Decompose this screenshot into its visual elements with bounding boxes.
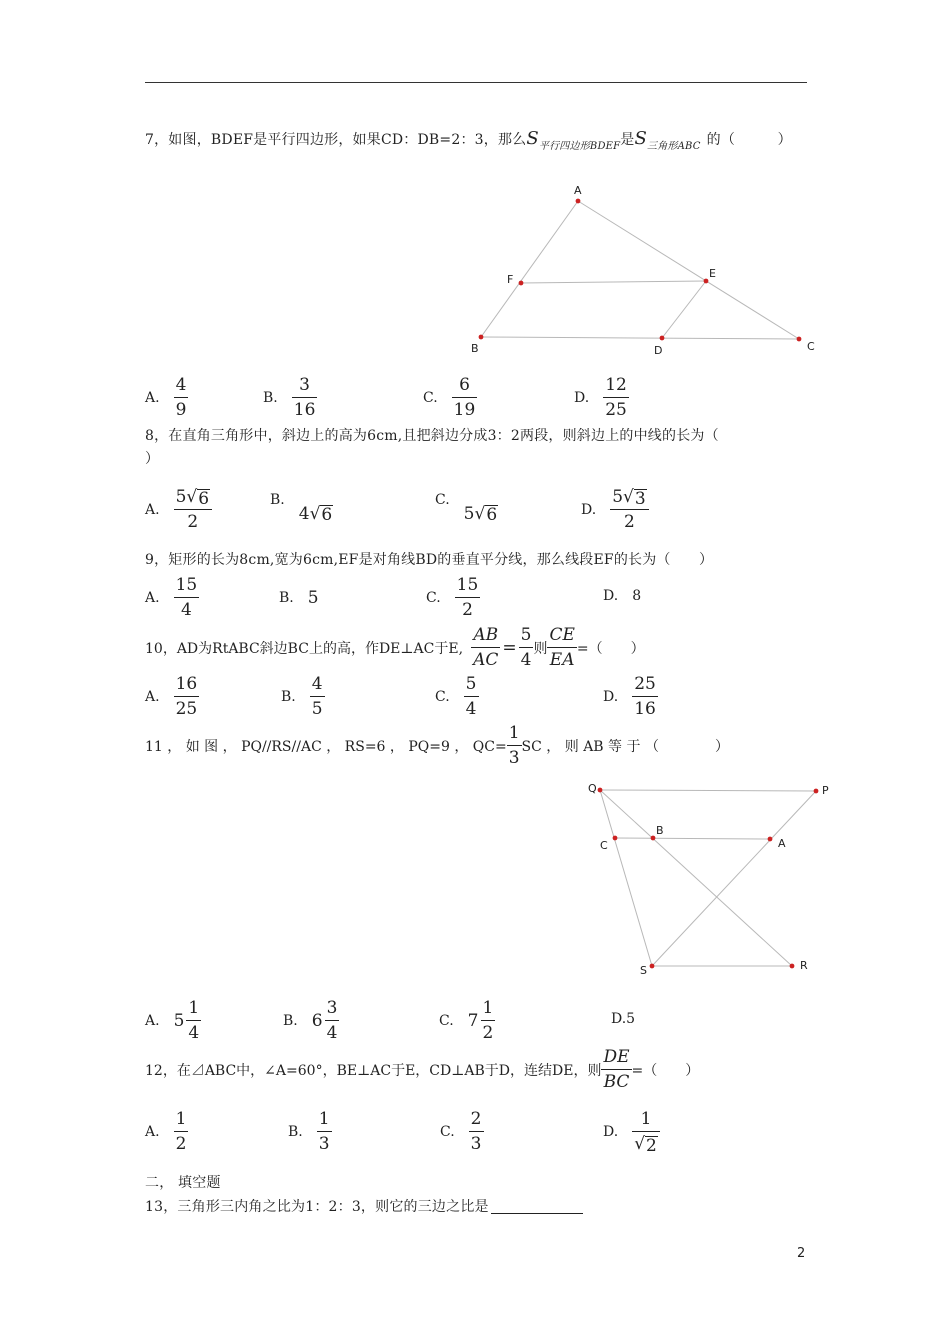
q11-option-c[interactable]: C. 7 $\frac{1}{2}$: [439, 998, 494, 1043]
question-7-stem: [145, 128, 792, 158]
point-a: [768, 837, 773, 842]
edge-ac: [578, 201, 799, 339]
fraction: $\frac{3}{16}$: [293, 375, 316, 420]
radical-expression: 4 √ 6: [298, 504, 333, 525]
fraction: $\frac{12}{25}$: [605, 375, 627, 420]
label-e: E: [709, 267, 716, 280]
radical-expression: 5 √ 6: [463, 504, 498, 525]
question-9-stem: 9，矩形的长为8cm,宽为6cm,EF是对角线BD的垂直平分线，那么线段EF的长为（ ）: [145, 552, 714, 568]
segment-ps: [652, 791, 816, 966]
q12-option-a[interactable]: A. $\frac{1}{2}$: [145, 1109, 187, 1154]
q10-option-b[interactable]: B. $\frac{4}{5}$: [281, 674, 323, 719]
label-b: B: [471, 342, 479, 355]
q11-option-b[interactable]: B. 6 $\frac{3}{4}$: [283, 998, 338, 1043]
label-q: Q: [588, 782, 597, 795]
fraction: $\frac{5}{4}$: [465, 674, 477, 719]
q7-option-a[interactable]: A. $\frac{4}{9}$: [145, 375, 187, 420]
edge-bc: [481, 337, 799, 339]
fraction: $\frac{16}{25}$: [175, 674, 198, 719]
fraction-one-third: $\frac{1}{3}$: [508, 723, 520, 768]
question-7-mid: 是: [620, 132, 635, 148]
label-a: A: [778, 837, 786, 850]
label-a: A: [574, 184, 582, 197]
q12-option-c[interactable]: C. $\frac{2}{3}$: [440, 1109, 482, 1154]
fraction-ce-ea: $\frac{CE}{EA}$: [549, 625, 575, 670]
fraction: $\frac{4}{9}$: [175, 375, 187, 420]
question-8-stem: 8，在直角三角形中，斜边上的高为6cm,且把斜边分成3：2两段，则斜边上的中线的长为（: [145, 428, 719, 444]
segment-qr: [600, 790, 792, 966]
point-p: [814, 789, 819, 794]
q10-option-c[interactable]: C. $\frac{5}{4}$: [435, 674, 477, 719]
fraction: $\frac{4}{5}$: [311, 674, 323, 719]
edge-ab: [481, 201, 578, 337]
label-f: F: [507, 273, 514, 286]
label-c: C: [807, 340, 815, 353]
question-7-tail: 的（ ）: [706, 132, 792, 148]
q12-option-d[interactable]: D. 1 √ 2: [603, 1108, 660, 1155]
question-13: 13，三角形三内角之比为1：2：3，则它的三边之比是: [145, 1196, 583, 1218]
fraction-ab-ac: $\frac{AB}{AC}$: [473, 625, 499, 670]
label-d: D: [654, 344, 663, 357]
question-7-text: 7，如图，BDEF是平行四边形，如果CD：DB=2：3，那么: [145, 132, 527, 148]
area-symbol: S: [634, 128, 648, 149]
q9-option-c[interactable]: C. $\frac{15}{2}$: [426, 575, 479, 620]
fraction: $\frac{15}{4}$: [175, 575, 198, 620]
q8-option-a[interactable]: A. 5 √ 6 2: [145, 486, 212, 533]
mixed-number: 5 $\frac{1}{4}$: [173, 998, 200, 1043]
q11-option-d[interactable]: D.5: [611, 1011, 636, 1027]
point-b: [479, 335, 484, 340]
segment-qs: [600, 790, 652, 966]
point-e: [704, 279, 709, 284]
fraction: 1 √ 2: [632, 1108, 660, 1155]
q7-option-d[interactable]: D. $\frac{12}{25}$: [574, 375, 627, 420]
fraction-de-bc: $\frac{DE}{BC}$: [603, 1047, 630, 1092]
figure-q7: [460, 180, 830, 369]
point-b: [651, 836, 656, 841]
fraction: $\frac{1}{2}$: [175, 1109, 187, 1154]
fraction-5-4: $\frac{5}{4}$: [520, 625, 532, 670]
point-f: [519, 281, 524, 286]
label-p: P: [822, 784, 829, 797]
fraction: $\frac{2}{3}$: [470, 1109, 482, 1154]
fraction: 5 √ 3 2: [610, 486, 649, 533]
figure-q11: [580, 775, 840, 989]
section-heading: 二， 填空题: [145, 1175, 221, 1191]
point-c: [613, 836, 618, 841]
mixed-number: 7 $\frac{1}{2}$: [467, 998, 494, 1043]
question-12-stem: 12，在⊿ABC中，∠A=60°，BE⊥AC于E，CD⊥AB于D，连结DE，则 $\frac{DE}{BC}$ =（ ）: [145, 1047, 700, 1092]
edge-fe: [521, 281, 706, 283]
triangle-subscript: 三角形ABC: [647, 141, 701, 152]
label-c: C: [600, 839, 608, 852]
question-8-stem-cont: ）: [145, 451, 160, 467]
point-c: [797, 337, 802, 342]
q8-option-d[interactable]: D. 5 √ 3 2: [581, 486, 649, 533]
q9-option-a[interactable]: A. $\frac{15}{4}$: [145, 575, 198, 620]
q9-option-b[interactable]: B. 5: [279, 588, 319, 608]
question-11-stem: 11 ， 如 图 ， PQ//RS//AC ， RS=6 ， PQ=9 ， QC= $\frac{1}{3}$ SC ， 则 AB 等 于 （ ）: [145, 723, 729, 768]
q8-option-b[interactable]: B. 4 √ 6: [270, 492, 333, 525]
label-r: R: [800, 959, 808, 972]
q10-option-a[interactable]: A. $\frac{16}{25}$: [145, 674, 198, 719]
header-rule: [145, 82, 807, 83]
triangle-parallelogram-figure: [460, 180, 830, 365]
question-10-stem: 10，AD为RtABC斜边BC上的高，作DE⊥AC于E, $\frac{AB}{AC}$ = $\frac{5}{4}$ 则 $\frac{CE}{EA}$ =（ ）: [145, 625, 645, 670]
q10-option-d[interactable]: D. $\frac{25}{16}$: [603, 674, 656, 719]
area-symbol: S: [526, 128, 539, 149]
segment-qp: [600, 790, 816, 791]
parallel-lines-figure: [580, 775, 840, 985]
point-r: [790, 964, 795, 969]
answer-blank[interactable]: [491, 1199, 583, 1214]
q9-option-d[interactable]: D. 8: [603, 588, 642, 604]
parallelogram-subscript: 平行四边形BDEF: [538, 141, 621, 152]
fraction: $\frac{1}{3}$: [318, 1109, 330, 1154]
q8-option-c[interactable]: C. 5 √ 6: [435, 492, 498, 525]
mixed-number: 6 $\frac{3}{4}$: [311, 998, 338, 1043]
q11-option-a[interactable]: A. 5 $\frac{1}{4}$: [145, 998, 200, 1043]
label-s: S: [640, 964, 647, 977]
point-a: [576, 199, 581, 204]
segment-ca: [615, 838, 770, 839]
q12-option-b[interactable]: B. $\frac{1}{3}$: [288, 1109, 330, 1154]
point-q: [598, 788, 603, 793]
fraction: $\frac{15}{2}$: [456, 575, 479, 620]
fraction: $\frac{25}{16}$: [634, 674, 656, 719]
fraction: 5 √ 6 2: [174, 486, 213, 533]
point-d: [660, 336, 665, 341]
fraction: $\frac{6}{19}$: [453, 375, 476, 420]
q7-option-c[interactable]: C. $\frac{6}{19}$: [423, 375, 476, 420]
edge-ed: [662, 281, 706, 338]
point-s: [650, 964, 655, 969]
page-number: 2: [797, 1246, 806, 1261]
q7-option-b[interactable]: B. $\frac{3}{16}$: [263, 375, 316, 420]
label-b: B: [656, 824, 664, 837]
